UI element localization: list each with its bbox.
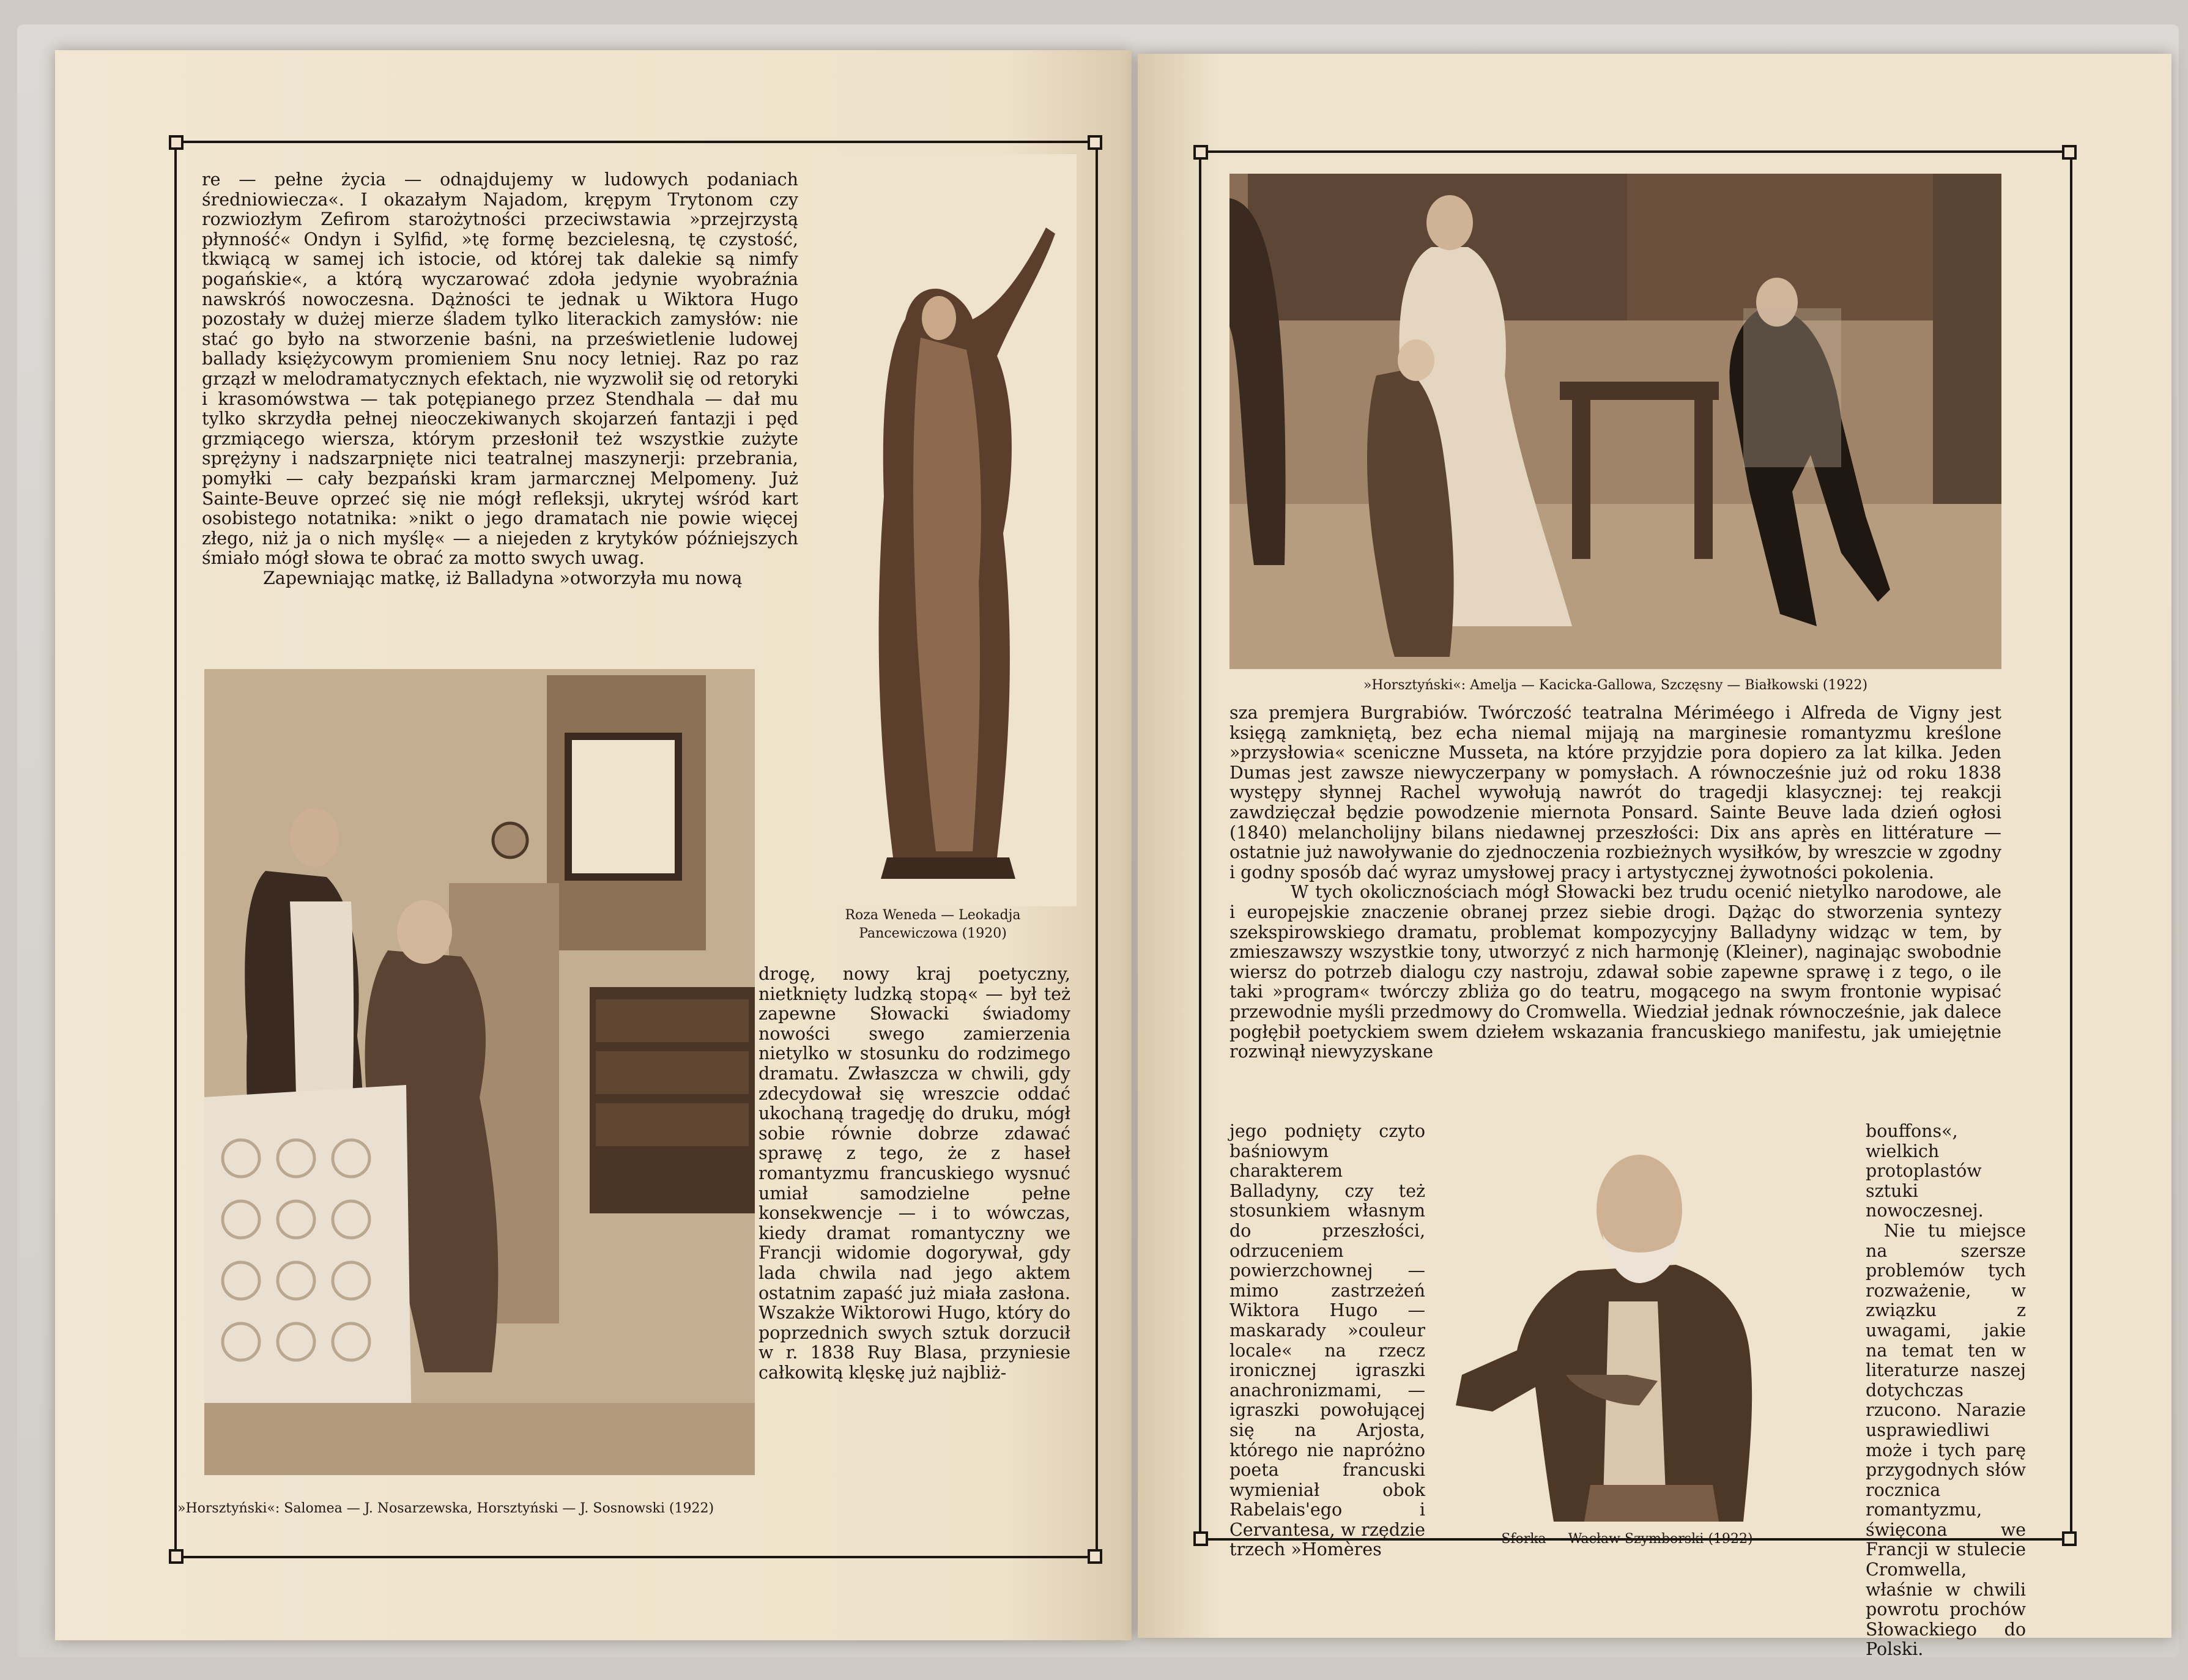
paragraph: jego podnięty czyto baśniowym charakterem Balladyny, czy też stosunkiem własnym do przeszłości, odrzuceniem powierzchownej — mimo zastrzeżeń Wiktora Hugo — maskarady »couleur locale« na rzecz ironicznej igraszki anachronizmami, — igraszki powołującej się na Arjosta, którego nie napróżno poeta francuski wymieniał obok Rabelais'ego i Cervantesa, w rzędzie trzech »Homères — [1229, 1121, 1425, 1560]
caption-horsztynski-salomea: »Horsztyński«: Salomea — J. Nosarzewska, Horsztyński — J. Sosnowski (1922) — [177, 1501, 714, 1516]
caption-line: Roza Weneda — Leokadja — [845, 908, 1021, 923]
right-page — [1138, 54, 2171, 1660]
right-narrow-right-text — [1866, 1122, 2026, 1660]
photo-sforka — [1456, 1118, 1795, 1534]
frame-corner — [1193, 145, 1208, 160]
caption-sforka: Sforka — Wacław Szymborski (1922) — [1501, 1531, 1753, 1547]
frame-corner — [1088, 135, 1102, 150]
caption-horsztynski-amelja: »Horsztyński«: Amelja — Kacicka-Gallowa, Szczęsny — Białkowski (1922) — [1363, 678, 1868, 693]
left-page — [55, 50, 1132, 1640]
frame-corner — [2062, 1531, 2077, 1546]
frame-corner — [1193, 1531, 1208, 1546]
frame-corner — [169, 1549, 184, 1564]
photo-horsztynski-amelja — [1229, 174, 2001, 669]
paragraph: drogę, nowy kraj poetyczny, nietknięty ludzką stopą« — był też zapewne Słowacki świadomy nowości swego zamierzenia nietylko w stosunku do rodzimego dramatu. Zwłaszcza w chwili, gdy zdecydował się wreszcie oddać ukochaną tragedję do druku, mógł sobie równie dobrze zdawać sprawę z tego, że z haseł romantyzmu francuskiego wysnuć umiał samodzielne pełne konsekwencje — i to wówczas, kiedy dramat romantyczny we Francji widomie dogorywał, gdy lada chwila nad jego aktem ostatnim zapaść już miała zasłona. Wszakże Wiktorowi Hugo, który do poprzednich swych sztuk dorzucił w r. 1838 Ruy Blasa, przyniesie całkowitą klęskę już najbliż- — [758, 964, 1070, 1383]
paragraph: W tych okolicznościach mógł Słowacki bez trudu ocenić nietylko narodowe, ale i europejskie znaczenie obranej przez siebie drogi. Dążąc do stworzenia syntezy szekspirowskiego dramatu, problemat kompozycyjny Balladyny widząc w tem, by zmieszawszy wszystkie tony, utworzyć z nich harmonję (Kleiner), naginając swobodnie wiersz do potrzeb dialogu czy nastroju, zdawał sobie zapewne sprawę i z tego, o ile taki »program« twórczy zbliża go do teatru, mogącego na swym frontonie wypisać przewodnie myśli przedmowy do Cromwella. Wiedział jednak równocześnie, jak dalece pogłębił poetyckiem swem dziełem wskazania francuskiego manifestu, jak umiejętnie rozwinął niewyzyskane — [1229, 882, 2001, 1062]
right-narrow-left-text — [1229, 1122, 1425, 1560]
caption-line: Pancewiczowa (1920) — [859, 926, 1007, 941]
paragraph: Zapewniając matkę, iż Balladyna »otworzyła mu nową — [263, 568, 743, 588]
frame-corner — [169, 135, 184, 150]
photo-roza-weneda — [814, 154, 1077, 906]
frame-corner — [2062, 145, 2077, 160]
photo-horsztynski-salomea — [204, 669, 755, 1475]
paragraph: sza premjera Burgrabiów. Twórczość teatralna Mériméego i Alfreda de Vigny jest księgą zamkniętą, bez echa niemal mijają na marginesie romantyzmu kreślone »przysłowia« sceniczne Musseta, na które przyjdzie pora dopiero za lat kilka. Jeden Dumas jest zawsze niewyczerpany w pomysłach. A równocześnie już od roku 1838 występy słynnej Rachel wywołują nawrót do tragedji klasycznej: tej reakcji zawdzięczał będzie powodzenie miernota Ponsard. Sainte Beuve lada dzień ogłosi (1840) melancholijny bilans niedawnej przeszłości: Dix ans après en littérature — ostatnie już nawoływanie do zjednoczenia rozbieżnych wysiłków, by wreszcie w zgodny i godny sposób dać wyraz umysłowej pracy i artystycznej żywotności pokolenia. — [1229, 703, 2001, 883]
paragraph: bouffons«, wielkich protoplastów sztuki nowoczesnej. — [1866, 1121, 1984, 1221]
left-side-text — [758, 964, 1070, 1383]
caption-roza-weneda — [780, 906, 1086, 943]
right-main-text — [1229, 703, 2001, 1062]
left-main-text — [202, 170, 798, 588]
paragraph: re — pełne życia — odnajdujemy w ludowych podaniach średniowiecza«. I okazałym Najadom, krępym Trytonom czy rozwiozłym Zefirom starożytności przeciwstawia »przejrzystą płynność« Ondyn i Sylfid, »tę formę bezcielesną, tę czystość, tkwiącą w samej ich istocie, od której tak dalekie są nimfy pogańskie«, a którą wyczarować zdoła jedynie wyobraźnia nawskróś nowoczesna. Dążności te jednak u Wiktora Hugo pozostały w dużej mierze śladem tylko literackich zamysłów: nie stać go było na stworzenie baśni, na prześwietlenie ludowej ballady księżycowym promieniem Snu nocy letniej. Raz po raz grzązł w melodramatycznych efektach, nie wyzwolił się od retoryki i krasomówstwa — tak potępianego przez Stendhala — dał mu tylko skrzydła pełnej nieoczekiwanych skojarzeń fantazji i pęd grzmiącego wiersza, którym przesłonił też wszystkie zużyte sprężyny i nadszarpnięte nici teatralnej maszynerji: przebrania, pomyłki — cały bezpański kram jarmarcznej Melpomeny. Już Sainte-Beuve oprzeć się nie mógł refleksji, ukrytej wśród kart osobistego notatnika: »nikt o jego dramatach nie powie więcej złego, niż ja o nich myślę« — a niejeden z krytyków późniejszych śmiało mógł słowa te obrać za motto swych uwag. — [202, 169, 798, 569]
paragraph: Nie tu miejsce na szersze problemów tych rozważenie, w związku z uwagami, jakie na temat ten w literaturze naszej dotychczas rzucono. Narazie usprawiedliwi może i tych parę przygodnych słów rocznica romantyzmu, święcona we Francji w stulecie Cromwella, właśnie w chwili powrotu prochów Słowackiego do Polski. — [1866, 1220, 2026, 1660]
frame-corner — [1088, 1549, 1102, 1564]
